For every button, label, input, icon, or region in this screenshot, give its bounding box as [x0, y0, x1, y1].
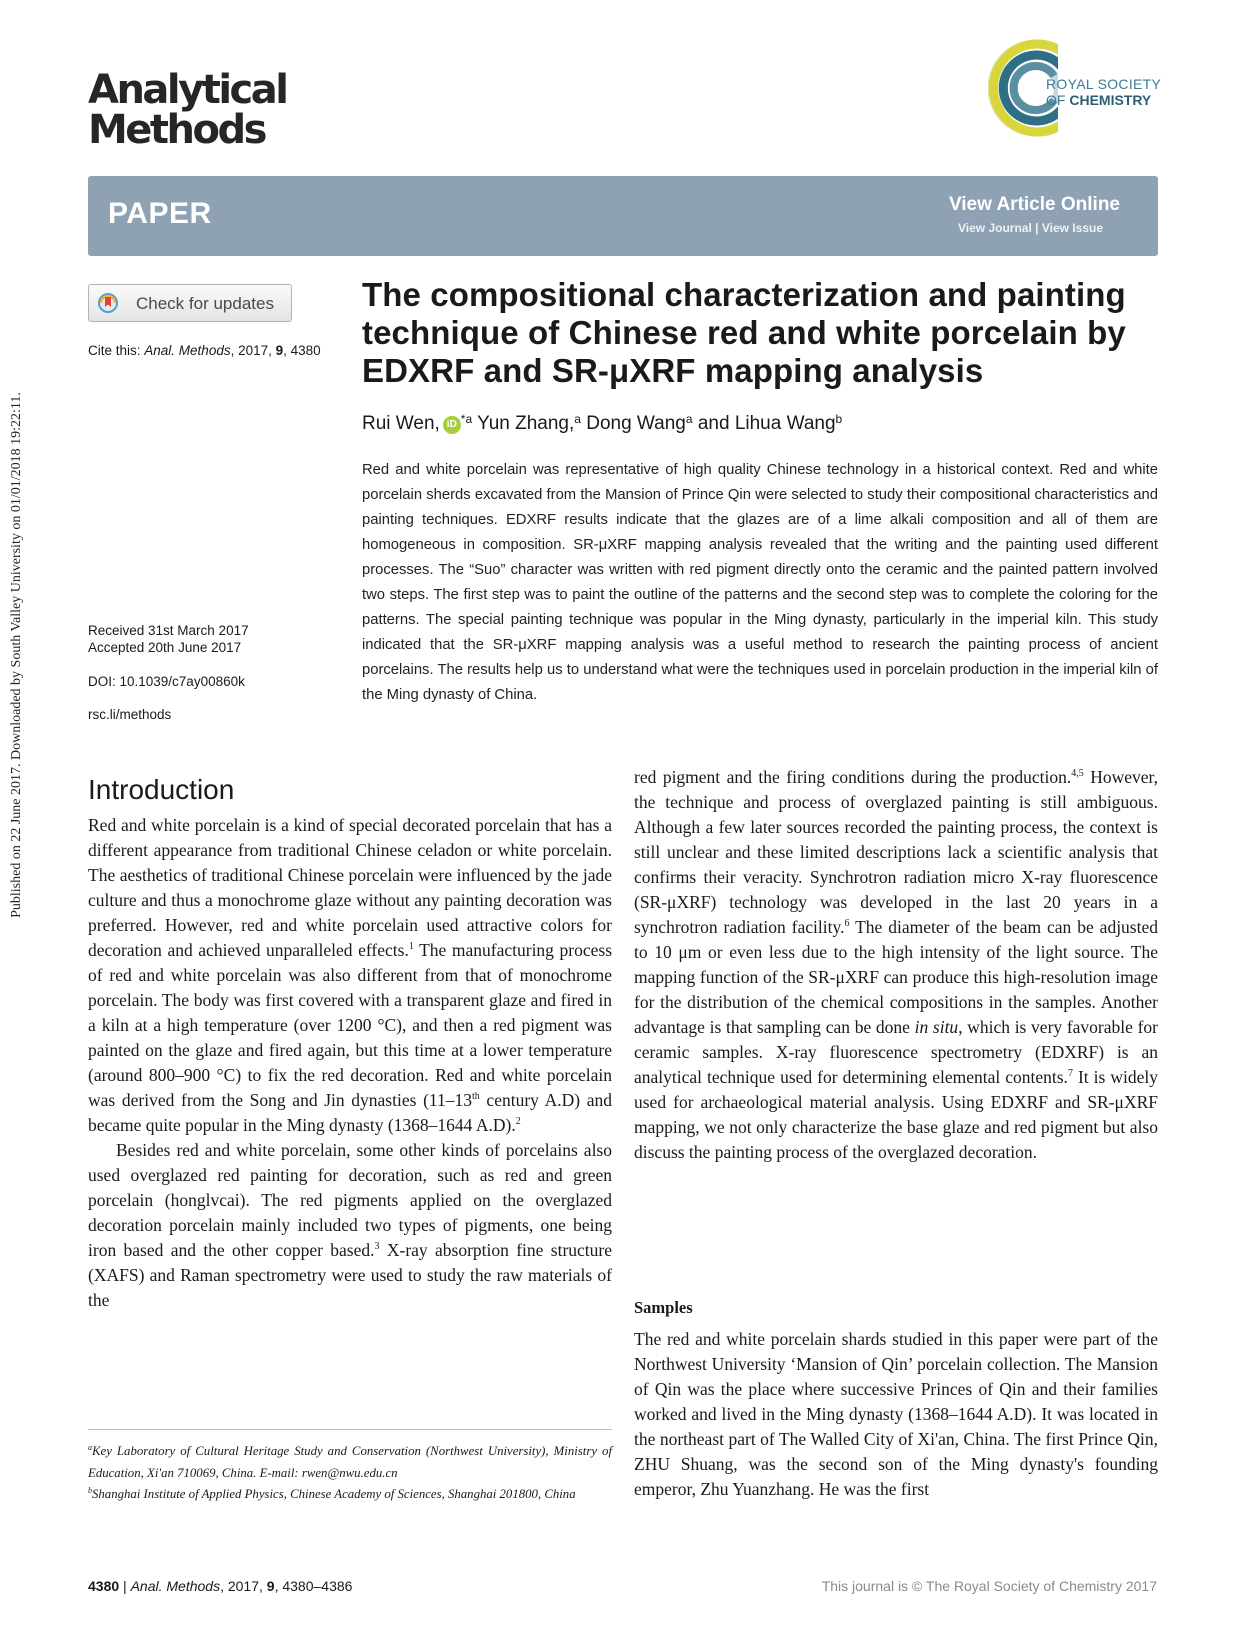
- samples-heading: Samples: [634, 1298, 693, 1317]
- affiliation-footnotes: [88, 1441, 612, 1506]
- body-paragraph: Besides red and white porcelain, some other kinds of porcelains also used overglazed red painting for decoration, such as red and green porcelain (honglvcai). The red pigments applied on the overglazed decoration porcelain mainly included two types of pigments, one being iron based and the other copper based.$^3$ X-ray absorption fine structure (XAFS) and Raman spectrometry were used to study the raw materials of the: [88, 1140, 612, 1310]
- samples-body: [634, 1327, 1158, 1502]
- citation: Cite this: Anal. Methods, 2017, 9, 4380: [88, 343, 321, 358]
- footnote-b: $^b$Shanghai Institute of Applied Physics, Chinese Academy of Sciences, Shanghai 201800, China: [88, 1486, 576, 1501]
- view-article-online-link[interactable]: View Article Online: [948, 194, 1120, 215]
- journal-logo[interactable]: [88, 67, 287, 153]
- author-name[interactable]: Rui Wen,: [362, 413, 440, 434]
- orcid-icon[interactable]: iD: [443, 416, 461, 434]
- check-for-updates-button[interactable]: [88, 284, 292, 322]
- accepted-date: Accepted 20th June 2017: [88, 640, 242, 655]
- body-paragraph: Red and white porcelain is a kind of special decorated porcelain that has a different appearance from traditional Chinese celadon or white porcelain. The aesthetics of traditional Chinese porcelain were influenced by the jade culture and thus a monochrome glaze without any painting decoration was preferred. However, red and white porcelain used attractive colors for decoration and achieved unparalleled effects.$^1$ The manufacturing process of red and white porcelain was also different from that of monochrome porcelain. The body was first covered with a transparent glaze and fired in a kiln at a high temperature (over 1200 °C), and then a red pigment was painted on the glaze and fired again, but this time at a lower temperature (around 800–900 °C) to fix the red decoration. Red and white porcelain was derived from the Song and Jin dynasties (11–13th century A.D) and became quite popular in the Ming dynasty (1368–1644 A.D).$^2$: [88, 815, 612, 1135]
- page-footer-left: 4380 | Anal. Methods, 2017, 9, 4380–4386: [88, 1578, 353, 1594]
- rsc-logo-line1: ROYAL SOCIETY: [1046, 76, 1162, 92]
- crossmark-icon: [98, 293, 118, 313]
- journal-logo-line1: Analytical: [88, 67, 287, 113]
- abstract: Red and white porcelain was representative of high quality Chinese technology in a historical context. Red and white porcelain sherds excavated from the Mansion of Prince Qin were selected to study their compositional characteristics and painting techniques. EDXRF results indicate that the glazes are of a lime alkali composition and all of them are homogeneous in composition. SR-μXRF mapping analysis revealed that the writing and the painting used different processes. The “Suo” character was written with red pigment directly onto the ceramic and the painted pattern involved two steps. The first step was to paint the outline of the patterns and the second step was to complete the coloring for the patterns. The special painting technique was popular in the Ming dynasty, particularly in the imperial kiln. This study indicated that the SR-μXRF mapping analysis was a useful method to research the painting process of ancient porcelains. The results help us to understand what were the techniques used in porcelain production in the imperial kiln of the Ming dynasty of China.: [362, 462, 1158, 703]
- received-date: Received 31st March 2017: [88, 623, 249, 638]
- author-name[interactable]: Yun Zhang,: [472, 413, 575, 434]
- publication-sidebar-text: Published on 22 June 2017. Downloaded by South Valley University on 01/01/2018 19:22:11.: [9, 392, 24, 918]
- banner-sub-links: [958, 221, 1103, 235]
- reference-link[interactable]: 3: [374, 1241, 380, 1252]
- reference-link[interactable]: 2: [515, 1116, 521, 1127]
- journal-link[interactable]: rsc.li/methods: [88, 707, 172, 722]
- introduction-heading: Introduction: [88, 774, 235, 805]
- author-name[interactable]: Dong Wang: [580, 413, 686, 434]
- left-column-body: [88, 813, 612, 1313]
- page-footer-right: This journal is © The Royal Society of Chemistry 2017: [821, 1578, 1157, 1594]
- body-paragraph: red pigment and the firing conditions during the production.$^{4,5}$ However, the technique and process of overglazed painting is still ambiguous. Although a few later sources recorded the painting process, the context is still unclear and these limited descriptions lack a scientific analysis that confirms their veracity. Synchrotron radiation micro X-ray fluorescence (SR-μXRF) technology was developed in the last 20 years in a synchrotron radiation facility.$^6$ The diameter of the beam can be adjusted to 10 μm or even less due to the high intensity of the light source. The mapping function of the SR-μXRF can produce this high-resolution image for the distribution of the chemical compositions in the samples. Another advantage is that sampling can be done in situ, which is very favorable for ceramic samples. X-ray fluorescence spectrometry (EDXRF) is an analytical technique used for determining elemental contents.$^7$ It is widely used for archaeological material analysis. Using EDXRF and SR-μXRF mapping, we not only characterize the base glaze and red pigment but also discuss the painting process of the overglazed decoration.: [634, 767, 1159, 1162]
- reference-link[interactable]: 1: [408, 941, 414, 952]
- footnote-divider: [88, 1429, 612, 1430]
- article-type-banner: [88, 176, 1158, 256]
- rsc-logo-line2: OF CHEMISTRY: [1046, 92, 1152, 108]
- reference-link[interactable]: 7: [1067, 1068, 1073, 1079]
- view-journal-link[interactable]: View Journal: [957, 221, 1032, 235]
- author-list: Rui Wen, iD $^{*a}$ Yun Zhang,$^a$ Dong Wang$^a$ and Lihua Wang$^b$: [362, 412, 843, 434]
- journal-logo-line2: Methods: [88, 107, 265, 153]
- reference-link[interactable]: 4,5: [1071, 768, 1084, 779]
- author-name[interactable]: and Lihua Wang: [692, 413, 836, 434]
- publication-sidebar: [2, 335, 32, 975]
- footnote-a: $^a$Key Laboratory of Cultural Heritage Study and Conservation (Northwest University), Ministry of Education, Xi'an 710069, China. E-mail: rwen@nwu.edu.cn: [88, 1443, 612, 1480]
- article-type-label: PAPER: [108, 197, 212, 230]
- right-column-body: [634, 765, 1158, 1165]
- doi[interactable]: DOI: 10.1039/c7ay00860k: [88, 674, 245, 689]
- page-number: 4380: [88, 1578, 120, 1594]
- view-issue-link[interactable]: View Issue: [1041, 221, 1103, 235]
- banner-separator: |: [1035, 221, 1039, 235]
- check-for-updates-label: Check for updates: [136, 294, 274, 313]
- article-title: The compositional characterization and painting technique of Chinese red and white porcelain by EDXRF and SR-μXRF mapping analysis: [362, 276, 1126, 389]
- reference-link[interactable]: 6: [844, 918, 850, 929]
- body-paragraph: The red and white porcelain shards studied in this paper were part of the Northwest University ‘Mansion of Qin’ porcelain collection. The Mansion of Qin was the place where successive Princes of Qin and their families worked and lived in the Ming dynasty (1368–1644 A.D). It was located in the northeast part of The Walled City of Xi'an, China. The first Prince Qin, ZHU Shuang, was the second son of the Ming dynasty's founding emperor, Zhu Yuanzhang. He was the first: [634, 1329, 1158, 1499]
- rsc-logo[interactable]: [988, 32, 1168, 147]
